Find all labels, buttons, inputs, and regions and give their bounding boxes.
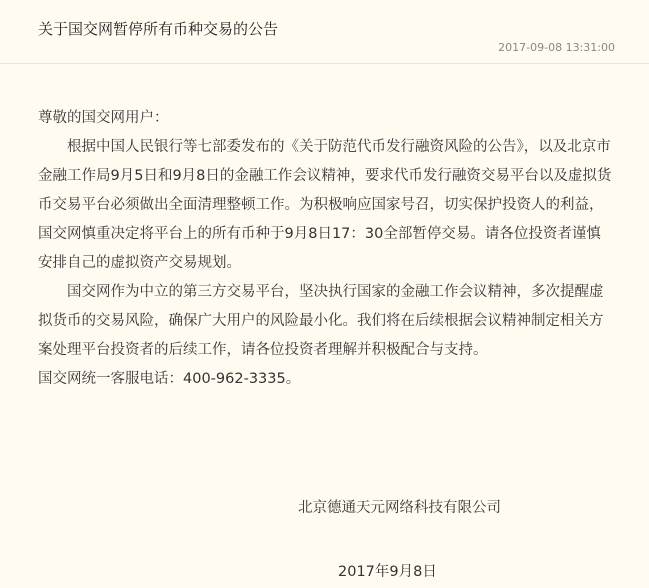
greeting: 尊敬的国交网用户： [38,110,169,126]
header-divider [0,63,649,64]
hotline: 国交网统一客服电话：400-962-3335。 [38,371,301,387]
notice-header [0,0,649,64]
paragraph-2: 国交网作为中立的第三方交易平台，坚决执行国家的金融工作会议精神，多次提醒虚拟货币的交易风险，确保广大用户的风险最小化。我们将在后续根据会议精神制定相关方案处理平台投资者的后续工作，请各位投资者理解并积极配合与支持。 [38,284,604,358]
paragraph-1: 根据中国人民银行等七部委发布的《关于防范代币发行融资风险的公告》，以及北京市金融工作局9月5日和9月8日的金融工作会议精神，要求代币发行融资交易平台以及虚拟货币交易平台必须做出全面清理整顿工作。为积极响应国家号召，切实保护投资人的利益，国交网慎重决定将平台上的所有币种于9月8日17：30全部暂停交易。请各位投资者谨慎安排自己的虚拟资产交易规划。 [38,139,612,271]
notice-body [38,104,612,394]
company-signature: 北京德通天元网络科技有限公司 [298,500,501,516]
publish-timestamp: 2017-09-08 13:31:00 [498,41,615,54]
signature-date: 2017年9月8日 [338,564,437,580]
notice-title: 关于国交网暂停所有币种交易的公告 [38,20,279,38]
